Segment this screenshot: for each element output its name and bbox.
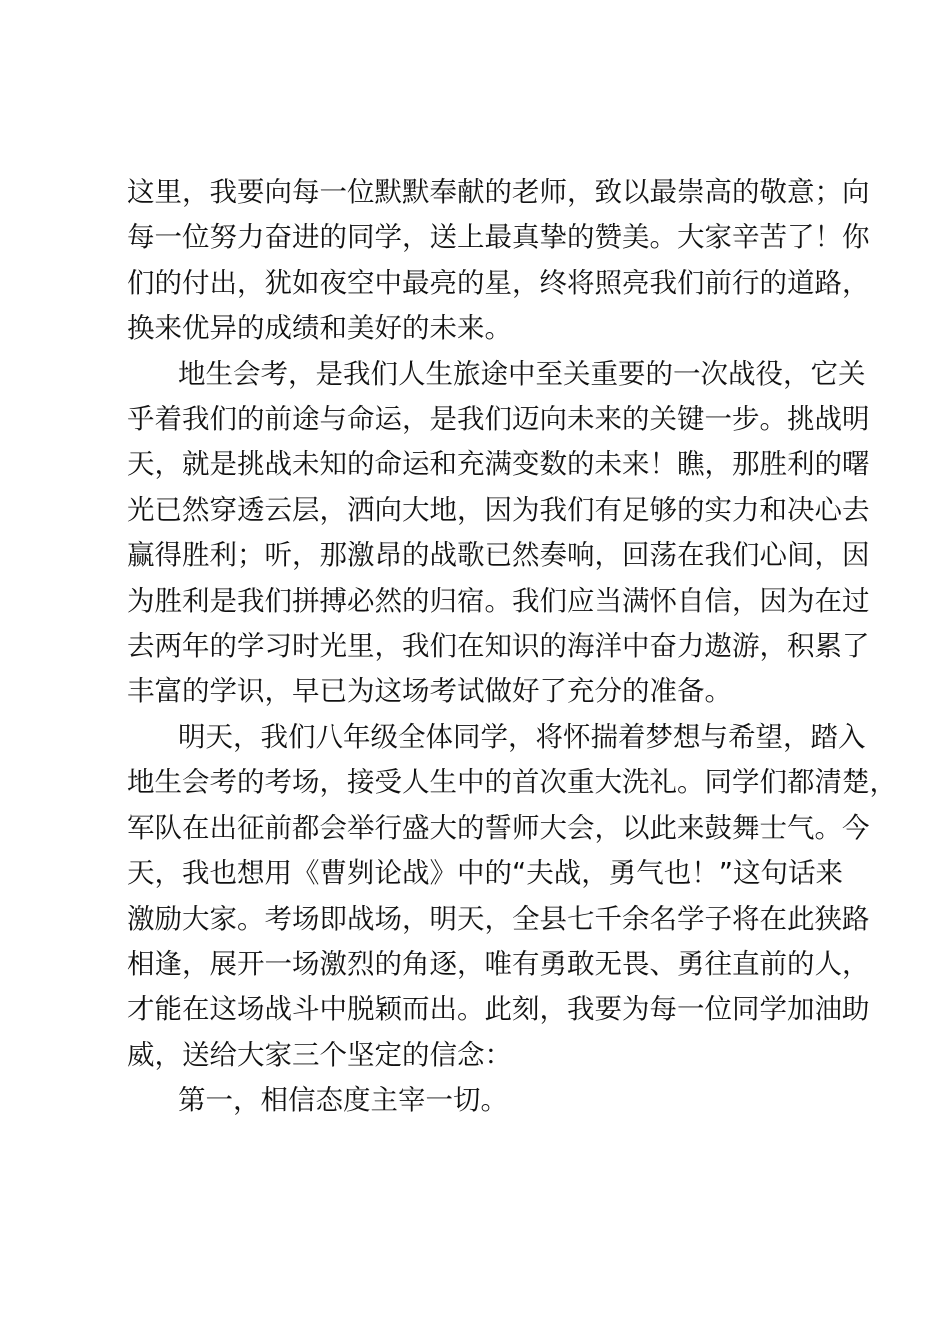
text-line: 丰富的学识，早已为这场考试做好了充分的准备。 — [127, 675, 732, 708]
text-line: 这里，我要向每一位默默奉献的老师，致以最崇高的敬意；向 — [127, 176, 870, 208]
text-line: 每一位努力奋进的同学，送上最真挚的赞美。大家辛苦了！你 — [127, 221, 870, 254]
text-line: 相逢，展开一场激烈的角逐，唯有勇敢无畏、勇往直前的人， — [127, 947, 870, 980]
text-line: 赢得胜利；听，那激昂的战歌已然奏响，回荡在我们心间，因 — [127, 539, 870, 572]
text-line: 为胜利是我们拼搏必然的归宿。我们应当满怀自信，因为在过 — [127, 584, 870, 617]
text-line: 换来优异的成绩和美好的未来。 — [127, 312, 512, 345]
text-line: 地生会考，是我们人生旅途中至关重要的一次战役，它关 — [178, 357, 866, 390]
text-line: 第一，相信态度主宰一切。 — [178, 1084, 508, 1117]
body-text — [127, 170, 897, 1124]
text-line: 乎着我们的前途与命运，是我们迈向未来的关键一步。挑战明 — [127, 403, 870, 436]
text-line: 才能在这场战斗中脱颖而出。此刻，我要为每一位同学加油助 — [127, 993, 870, 1026]
text-line: 激励大家。考场即战场，明天，全县七千余名学子将在此狭路 — [127, 902, 870, 935]
text-line: 威，送给大家三个坚定的信念： — [127, 1038, 512, 1071]
text-line: 地生会考的考场，接受人生中的首次重大洗礼。同学们都清楚， — [127, 766, 897, 799]
text-line: 天，我也想用《曹刿论战》中的“夫战，勇气也！”这句话来 — [127, 857, 843, 890]
text-line: 光已然穿透云层，洒向大地，因为我们有足够的实力和决心去 — [127, 493, 870, 526]
text-line: 去两年的学习时光里，我们在知识的海洋中奋力遨游，积累了 — [127, 630, 870, 663]
text-line: 军队在出征前都会举行盛大的誓师大会，以此来鼓舞士气。今 — [127, 811, 870, 844]
text-line: 天，就是挑战未知的命运和充满变数的未来！瞧，那胜利的曙 — [127, 448, 870, 481]
text-line: 们的付出，犹如夜空中最亮的星，终将照亮我们前行的道路， — [127, 266, 870, 299]
text-line: 明天，我们八年级全体同学，将怀揣着梦想与希望，踏入 — [178, 720, 866, 753]
